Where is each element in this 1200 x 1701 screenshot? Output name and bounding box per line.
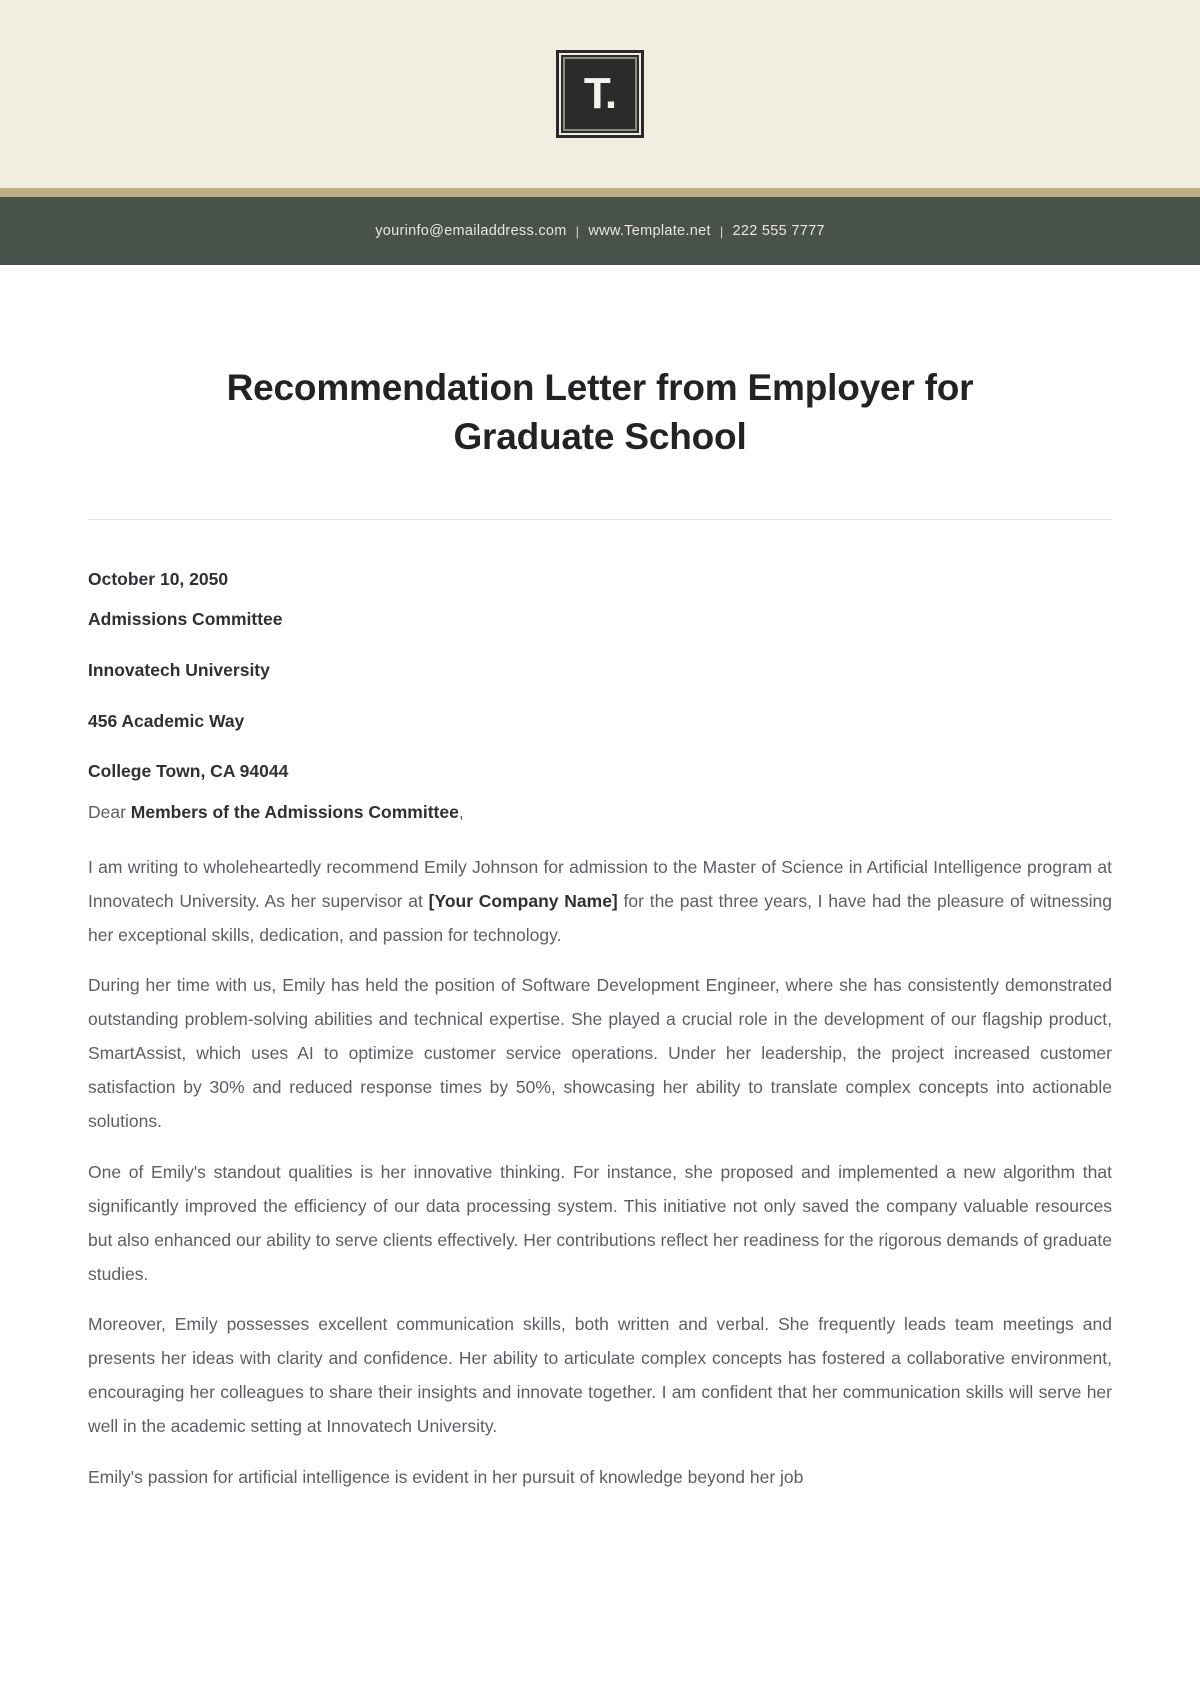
logo-glyph: T. <box>583 69 617 118</box>
contact-line <box>375 223 825 239</box>
recipient-name: Admissions Committee <box>88 609 283 630</box>
salutation-suffix: , <box>458 802 464 823</box>
contact-separator-2: | <box>719 223 724 239</box>
body-paragraph-2: During her time with us, Emily has held the position of Software Development Engineer, where she has consistently demonstrated outstanding problem-solving abilities and technical expertise. She played a crucial role in the development of our flagship product, SmartAssist, which uses AI to optimize customer service operations. Under her leadership, the project increased customer satisfaction by 30% and reduced response times by 50%, showcasing her ability to translate complex concepts into actionable solutions. <box>88 974 1112 1132</box>
recipient-city-state-zip: College Town, CA 94044 <box>88 761 289 782</box>
contact-phone[interactable]: 222 555 7777 <box>732 223 825 239</box>
salutation <box>88 800 1112 825</box>
company-name-placeholder: [Your Company Name] <box>428 890 618 911</box>
salutation-recipient: Members of the Admissions Committee <box>130 802 459 823</box>
letter-date: October 10, 2050 <box>88 569 229 590</box>
document-body <box>0 265 1200 1494</box>
contact-separator-1: | <box>575 223 580 239</box>
body-paragraph-1 <box>88 850 1112 952</box>
paragraph-1-part-a: I am writing to wholeheartedly recommend Emily Johnson for admission to the Master of Science in Artificial Intelligence program at Innovatech University. As her supervisor at <box>88 856 1112 911</box>
template-net-logo <box>556 50 644 138</box>
recipient-organization: Innovatech University <box>88 659 270 680</box>
body-paragraph-5-truncated: Emily's passion for artificial intelligence is evident in her pursuit of knowledge beyond her job <box>88 1466 804 1487</box>
contact-email[interactable]: yourinfo@emailaddress.com <box>375 223 567 239</box>
page-title: Recommendation Letter from Employer for Graduate School <box>226 367 974 458</box>
paragraph-1-part-b: for the past three years, I have had the pleasure of witnessing her exceptional skills, dedication, and passion for technology. <box>88 890 1112 945</box>
body-paragraph-3: One of Emily's standout qualities is her innovative thinking. For instance, she proposed and implemented a new algorithm that significantly improved the efficiency of our data processing system. This initiative not only saved the company valuable resources but also enhanced our ability to serve clients effectively. Her contributions reflect her readiness for the rigorous demands of graduate studies. <box>88 1161 1112 1284</box>
body-paragraph-4: Moreover, Emily possesses excellent communication skills, both written and verbal. She frequently leads team meetings and presents her ideas with clarity and confidence. Her ability to articulate complex concepts has fostered a collaborative environment, encouraging her colleagues to share their insights and innovate together. I am confident that her communication skills will serve her well in the academic setting at Innovatech University. <box>88 1314 1112 1437</box>
recipient-address-block <box>88 520 1112 783</box>
letterhead-header <box>0 0 1200 188</box>
contact-website[interactable]: www.Template.net <box>588 223 711 239</box>
gold-divider-rule <box>0 188 1200 197</box>
salutation-prefix: Dear <box>88 802 131 823</box>
recipient-street: 456 Academic Way <box>88 710 245 731</box>
contact-bar <box>0 197 1200 265</box>
